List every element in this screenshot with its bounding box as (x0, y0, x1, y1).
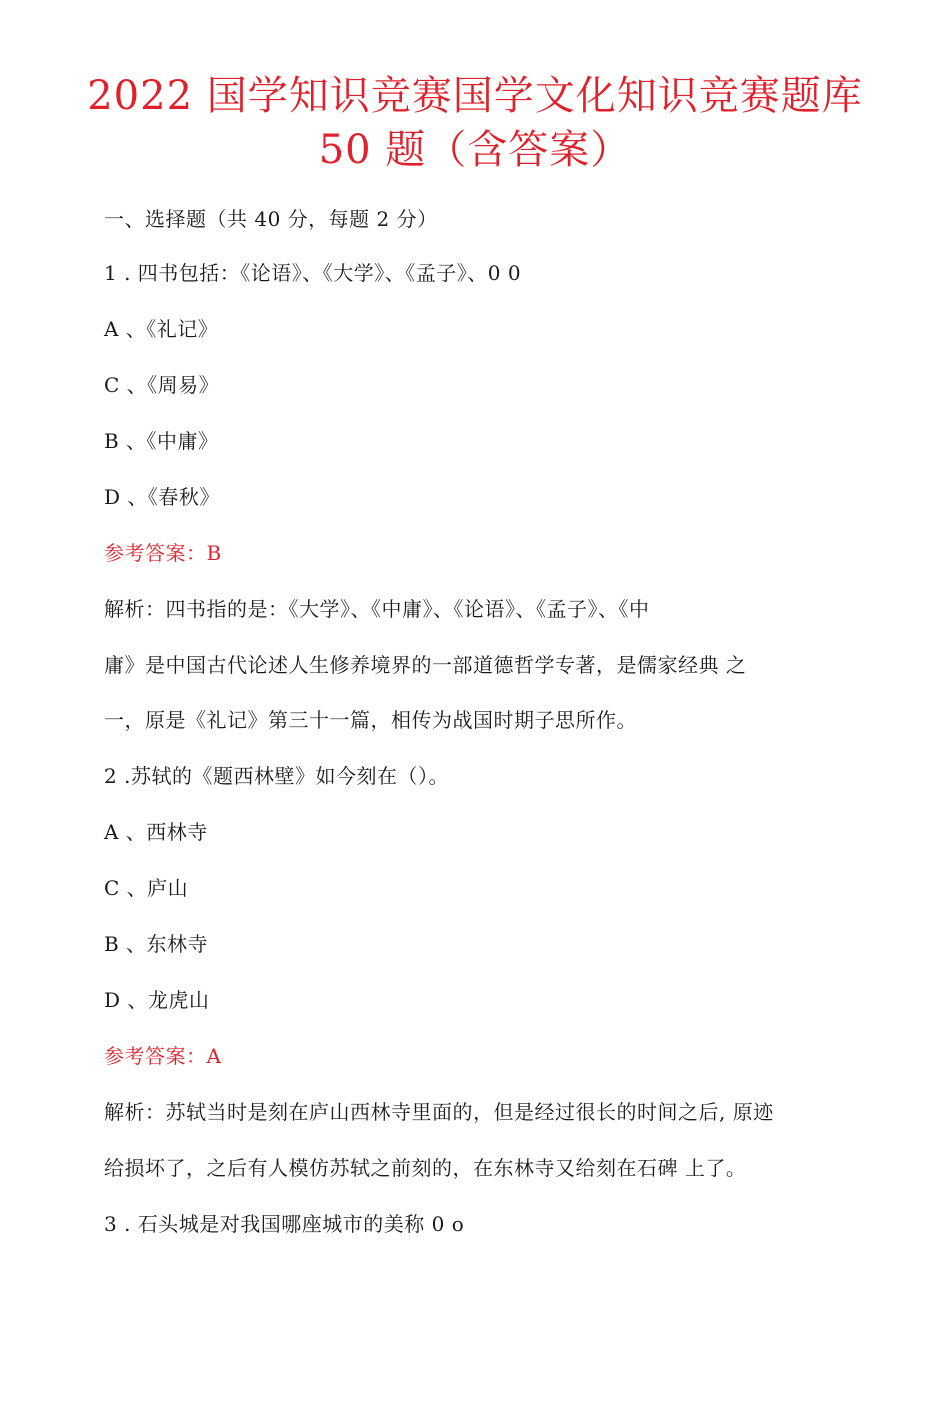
question-1-stem: 1 . 四书包括：《论语》、《大学》、《孟子》、0 0 (104, 261, 522, 285)
question-1-explanation-line-2: 庸》是中国古代论述人生修养境界的一部道德哲学专著，是儒家经典 之 (104, 653, 747, 677)
question-1-explanation-line-3: 一，原是《礼记》第三十一篇，相传为战国时期子思所作。 (104, 708, 637, 732)
question-2-option-c: C 、庐山 (104, 876, 189, 900)
question-2-explanation-line-1: 解析：苏轼当时是刻在庐山西林寺里面的，但是经过很长的时间之后, 原迹 (104, 1100, 774, 1124)
document-title-line-2: 50 题（含答案） (318, 127, 632, 173)
question-2-explanation-line-2: 给损坏了，之后有人模仿苏轼之前刻的，在东林寺又给刻在石碑 上了。 (104, 1156, 747, 1180)
question-1-option-d: D 、《春秋》 (104, 485, 220, 509)
question-3-stem: 3 . 石头城是对我国哪座城市的美称 0 o (104, 1212, 465, 1236)
question-2-option-d: D 、龙虎山 (104, 988, 210, 1012)
question-1-option-c: C 、《周易》 (104, 373, 220, 397)
question-1-option-b: B 、《中庸》 (104, 429, 219, 453)
question-2-option-b: B 、东林寺 (104, 932, 209, 956)
section-heading: 一、选择题（共 40 分，每题 2 分） (104, 207, 438, 231)
question-1-answer: 参考答案：B (104, 541, 222, 565)
question-2-stem: 2 .苏轼的《题西林壁》如今刻在（）。 (104, 764, 449, 788)
question-2-option-a: A 、西林寺 (104, 820, 208, 844)
question-1-option-a: A 、《礼记》 (104, 317, 219, 341)
question-2-answer: 参考答案：A (104, 1044, 222, 1068)
document-title-line-1: 2022 国学知识竞赛国学文化知识竞赛题库 (87, 73, 863, 119)
question-1-explanation-line-1: 解析：四书指的是：《大学》、《中庸》、《论语》、《孟子》、《中 (104, 597, 650, 621)
